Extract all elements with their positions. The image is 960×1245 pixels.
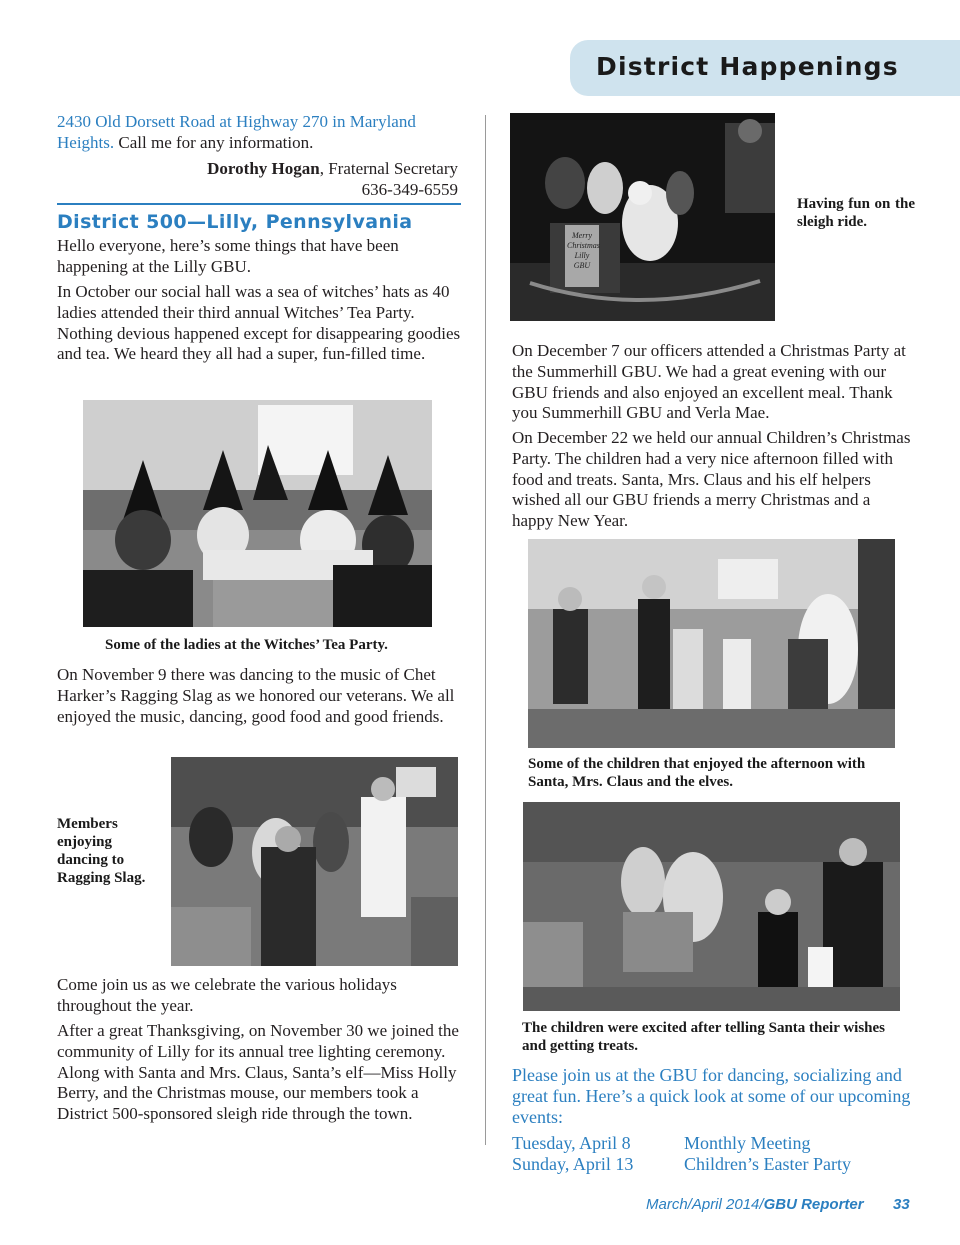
address-link: 2430 Old Dorsett Road at Highway 270 in Maryland Heights. <box>57 112 416 152</box>
paragraph-intro: Hello everyone, here’s some things that have been happening at the Lilly GBU. <box>57 236 399 276</box>
children-excited-caption: The children were excited after telling Santa their wishes and getting treats. <box>522 1020 886 1054</box>
event-date: Tuesday, April 8 <box>512 1133 631 1153</box>
paragraph-tree-lighting: After a great Thanksgiving, on November 30 we joined the community of Lilly for its annual tree lighting ceremony. Along with Santa and Mrs. Claus, Santa’s elf—Miss Holly Berry, and the Christmas mouse, our members took a District 500-sponsored sleigh ride through the town. <box>57 1021 459 1124</box>
signer-phone: 636-349-6559 <box>361 179 458 199</box>
footer-issue <box>646 1196 864 1213</box>
event-date: Sunday, April 13 <box>512 1154 634 1174</box>
paragraph-holidays: Come join us as we celebrate the various holidays throughout the year. <box>57 975 397 1015</box>
dancing-photo <box>171 757 458 966</box>
page-number: 33 <box>893 1196 910 1213</box>
children-santa-caption: Some of the children that enjoyed the afternoon with Santa, Mrs. Claus and the elves. <box>528 756 866 790</box>
dancing-photo-caption: Members enjoying dancing to Ragging Slag. <box>57 816 146 886</box>
witches-tea-party-photo <box>83 400 432 627</box>
children-excited-photo <box>523 802 900 1011</box>
footer-publication: GBU Reporter <box>763 1196 864 1213</box>
signature-block <box>150 159 458 201</box>
event-name: Children’s Easter Party <box>684 1154 851 1174</box>
sleigh-sign-text: Merry Christmas Lilly GBU <box>567 231 600 270</box>
paragraph-childrens-party: On December 22 we held our annual Children’s Christmas Party. The children had a very nice afternoon filled with food and treats. Santa, Mrs. Claus and his elf helpers wished all our GBU friends a merry Christmas and a happy New Year. <box>512 428 911 531</box>
paragraph-witches: In October our social hall was a sea of witches’ hats as 40 ladies attended their third annual Witches’ Tea Party. Nothing devious happened except for disappearing goodies and tea. We heard they all had a super, fun-filled time. <box>57 282 461 364</box>
footer-issue-date: March/April 2014/ <box>646 1196 764 1213</box>
signer-name: Dorothy Hogan <box>207 159 320 178</box>
section-rule <box>57 203 461 205</box>
sleigh-photo-caption: Having fun on the sleigh ride. <box>797 196 915 230</box>
paragraph-veterans: On November 9 there was dancing to the music of Chet Harker’s Ragging Slag as we honored our veterans. We all enjoyed the music, dancing, good food and good friends. <box>57 665 455 726</box>
event-name: Monthly Meeting <box>684 1133 811 1153</box>
address-rest: Call me for any information. <box>114 132 314 152</box>
page-title: District Happenings <box>596 52 899 81</box>
signer-title: , Fraternal Secretary <box>319 159 458 178</box>
district-heading: District 500—Lilly, Pennsylvania <box>57 211 413 233</box>
paragraph-summerhill: On December 7 our officers attended a Christmas Party at the Summerhill GBU. We had a great evening with our GBU friends and also enjoyed an excellent meal. Thank you Summerhill GBU and Verla Mae. <box>512 341 906 423</box>
events-intro: Please join us at the GBU for dancing, socializing and great fun. Here’s a quick look at some of our upcoming events: <box>512 1065 911 1127</box>
witches-photo-caption: Some of the ladies at the Witches’ Tea Party. <box>105 637 388 653</box>
address-paragraph <box>57 112 477 154</box>
column-divider <box>485 115 486 1145</box>
sleigh-ride-photo <box>510 113 775 321</box>
children-santa-photo <box>528 539 895 748</box>
